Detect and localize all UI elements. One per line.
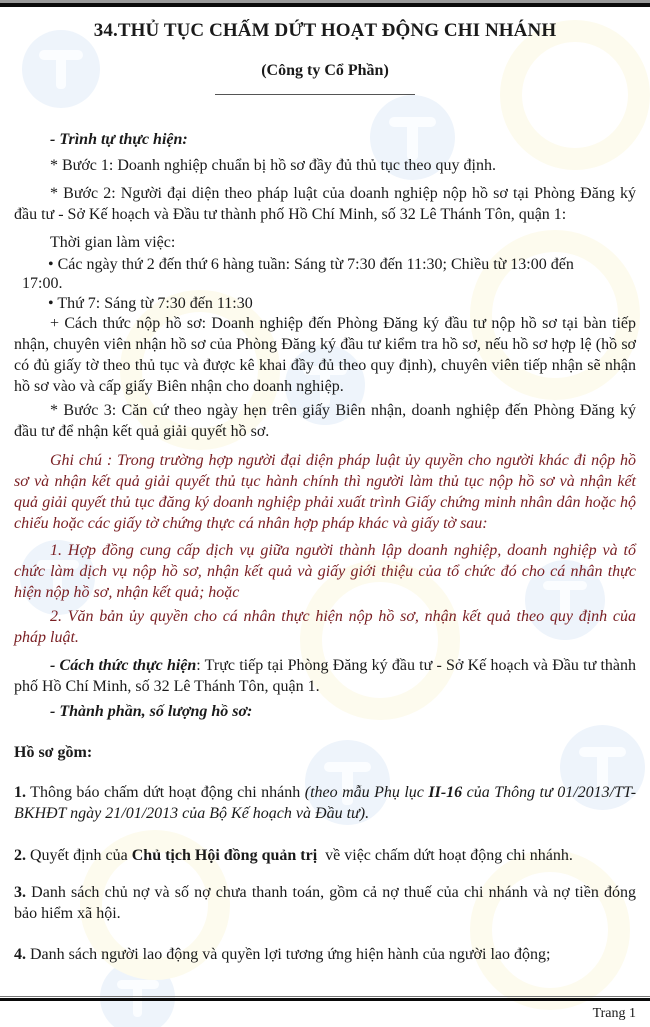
page-number: Trang 1 bbox=[592, 1006, 636, 1021]
note-paragraph: Ghi chú : Trong trường hợp người đại diện pháp luật ủy quyền cho người khác đi nộp hồ sơ và nhận kết quả giải quyết thủ tục hành chính thì người làm thủ tục nộp hồ sơ và nhận kết quả giải quyết thủ tục đăng ký doanh nghiệp phải xuất trình Giấy chứng minh nhân dân hoặc hộ chiếu hoặc các giấy tờ chứng thực cá nhân hợp pháp khác và giấy tờ sau: bbox=[14, 452, 636, 532]
dossier-item-4 bbox=[14, 944, 636, 965]
working-hours-saturday: • Thứ 7: Sáng từ 7:30 đến 11:30 bbox=[48, 295, 253, 312]
item-text-cont: về việc chấm dứt hoạt động chi nhánh. bbox=[317, 847, 573, 864]
dossier-includes-label: Hồ sơ gồm: bbox=[14, 744, 93, 761]
item-text: Quyết định của bbox=[26, 847, 132, 864]
title-divider bbox=[215, 94, 415, 95]
note-item-1: 1. Hợp đồng cung cấp dịch vụ giữa người thành lập doanh nghiệp, doanh nghiệp và tổ chức làm dịch vụ nộp hồ sơ, nhận kết quả và giấy giới thiệu của tổ chức đó cho cá nhân thực hiện nộp hồ sơ, nhận kết quả; hoặc bbox=[14, 542, 636, 601]
dossier-item-2 bbox=[14, 845, 636, 866]
item-form-code: II-16 bbox=[428, 784, 463, 801]
document-subtitle: (Công ty Cổ Phần) bbox=[261, 62, 389, 79]
working-hours-weekdays: • Các ngày thứ 2 đến thứ 6 hàng tuần: Sáng từ 7:30 đến 11:30; Chiều từ 13:00 đến bbox=[48, 256, 574, 273]
method-label: - Cách thức thực hiện bbox=[50, 657, 197, 674]
note-item-2: 2. Văn bản ủy quyền cho cá nhân thực hiện nộp hồ sơ, nhận kết quả theo quy định của pháp luật. bbox=[14, 608, 636, 646]
dossier-item-1 bbox=[14, 782, 636, 824]
step-1: * Bước 1: Doanh nghiệp chuẩn bị hồ sơ đầy đủ thủ tục theo quy định. bbox=[50, 157, 496, 174]
item-authority: Chủ tịch Hội đồng quản trị bbox=[131, 847, 318, 864]
method-paragraph bbox=[14, 655, 636, 697]
working-hours-weekdays-cont: 17:00. bbox=[22, 275, 63, 292]
section-heading-thanh-phan: - Thành phần, số lượng hồ sơ: bbox=[50, 703, 253, 720]
item-text: Thông báo chấm dứt hoạt động chi nhánh bbox=[26, 784, 305, 801]
step-3: * Bước 3: Căn cứ theo ngày hẹn trên giấy Biên nhận, doanh nghiệp đến Phòng Đăng ký đầu tư để nhận kết quả giải quyết hồ sơ. bbox=[14, 402, 636, 440]
dossier-item-3 bbox=[14, 882, 636, 924]
submission-method: + Cách thức nộp hồ sơ: Doanh nghiệp đến Phòng Đăng ký đầu tư nộp hồ sơ tại bàn tiếp nhận, chuyên viên nhận hồ sơ của Phòng Đăng ký đầu tư kiểm tra hồ sơ, nếu hồ sơ hợp lệ (hồ sơ có đủ giấy tờ theo thủ tục và được kê khai đầy đủ theo quy định), chuyên viên tiếp nhận sẽ nhận hồ sơ vào và cấp giấy Biên nhận cho doanh nghiệp. bbox=[14, 315, 636, 395]
item-text: Danh sách người lao động và quyền lợi tương ứng hiện hành của người lao động; bbox=[26, 946, 551, 963]
footer-divider-thin bbox=[0, 996, 650, 997]
item-number: 4. bbox=[14, 946, 26, 963]
footer-divider-thick bbox=[0, 998, 650, 1001]
working-hours-label: Thời gian làm việc: bbox=[50, 234, 176, 251]
item-reference: (theo mẫu Phụ lục bbox=[304, 784, 429, 801]
item-number: 2. bbox=[14, 847, 26, 864]
item-text: Danh sách chủ nợ và số nợ chưa thanh toán, gồm cả nợ thuế của chi nhánh và nợ tiền đóng bảo hiểm xã hội. bbox=[14, 884, 636, 922]
item-number: 1. bbox=[14, 784, 26, 801]
section-heading-trinh-tu: - Trình tự thực hiện: bbox=[50, 131, 188, 148]
document-title: 34.THỦ TỤC CHẤM DỨT HOẠT ĐỘNG CHI NHÁNH bbox=[93, 20, 557, 41]
step-2: * Bước 2: Người đại diện theo pháp luật của doanh nghiệp nộp hồ sơ tại Phòng Đăng ký đầu tư - Sở Kế hoạch và Đầu tư thành phố Hồ Chí Minh, số 32 Lê Thánh Tôn, quận 1: bbox=[14, 185, 636, 223]
item-number: 3. bbox=[14, 884, 26, 901]
method-text: : Trực tiếp tại Phòng Đăng ký đầu tư - Sở Kế hoạch và Đầu tư thành phố Hồ Chí Minh, số 32 Lê Thánh Tôn, quận 1. bbox=[14, 657, 637, 695]
item-reference-cont: của Thông tư 01/2013/TT-BKHĐT ngày 21/01/2013 của Bộ Kế hoạch và Đầu tư). bbox=[14, 784, 637, 822]
